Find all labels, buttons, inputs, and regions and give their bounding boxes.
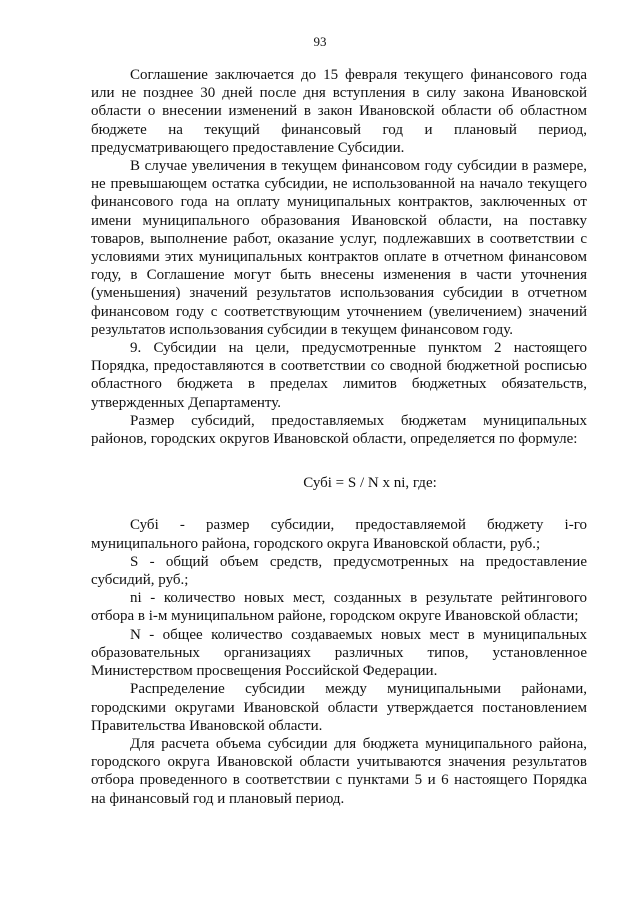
document-body	[91, 66, 587, 808]
paragraph-item-9: 9. Субсидии на цели, предусмотренные пунктом 2 настоящего Порядка, предоставляются в соответствии со сводной бюджетной росписью областного бюджета в пределах лимитов бюджетных обязательств, утвержденных Департаменту.	[91, 340, 587, 411]
page-number: 93	[313, 34, 327, 49]
paragraph-distribution: Распределение субсидии между муниципальными районами, городскими округами Ивановской области утверждается постановлением Правительства Ивановской области.	[91, 681, 587, 734]
paragraph-agreement-deadline: Соглашение заключается до 15 февраля текущего финансового года или не позднее 30 дней после дня вступления в силу закона Ивановской области о внесении изменений в закон Ивановской области об областном бюджете на текущий финансовый год и плановый период, предусматривающего предоставление Субсидии.	[91, 67, 587, 156]
definition-ni: ni - количество новых мест, созданных в результате рейтингового отбора в i-м муниципальном районе, городском округе Ивановской области;	[91, 590, 587, 625]
paragraph-subsidy-increase: В случае увеличения в текущем финансовом году субсидии в размере, не превышающем остатка субсидии, не использованной на начало текущего финансового года на оплату муниципальных контрактов, заключенных от имени муниципального образования Ивановской области, на поставку товаров, выполнение работ, оказание услуг, подлежавших в соответствии с условиями этих муниципальных контрактов оплате в отчетном финансовом году, в Соглашение могут быть внесены изменения в части уточнения (уменьшения) значений результатов использования субсидии в отчетном финансовом году с соответствующим уточнением (увеличением) значений результатов использования субсидии в текущем финансовом году.	[91, 158, 587, 338]
paragraph-calculation: Для расчета объема субсидии для бюджета муниципального района, городского округа Ивановской области учитываются значения результатов отбора проведенного в соответствии с пунктами 5 и 6 настоящего Порядка на финансовый год и плановый период.	[91, 735, 587, 807]
definition-s: S - общий объем средств, предусмотренных на предоставление субсидий, руб.;	[91, 553, 587, 589]
definition-n: N - общее количество создаваемых новых мест в муниципальных образовательных организациях различных типов, установленное Министерством просвещения Российской Федерации.	[91, 626, 587, 680]
formula-line	[91, 474, 587, 492]
paragraph-subsidy-size: Размер субсидий, предоставляемых бюджетам муниципальных районов, городских округов Ивановской области, определяется по формуле:	[91, 412, 587, 448]
formula-text: Субi = S / N x ni, где:	[303, 475, 437, 492]
definition-sub-i: Субi - размер субсидии, предоставляемой бюджету i-го муниципального района, городского округа Ивановской области, руб.;	[91, 517, 587, 552]
